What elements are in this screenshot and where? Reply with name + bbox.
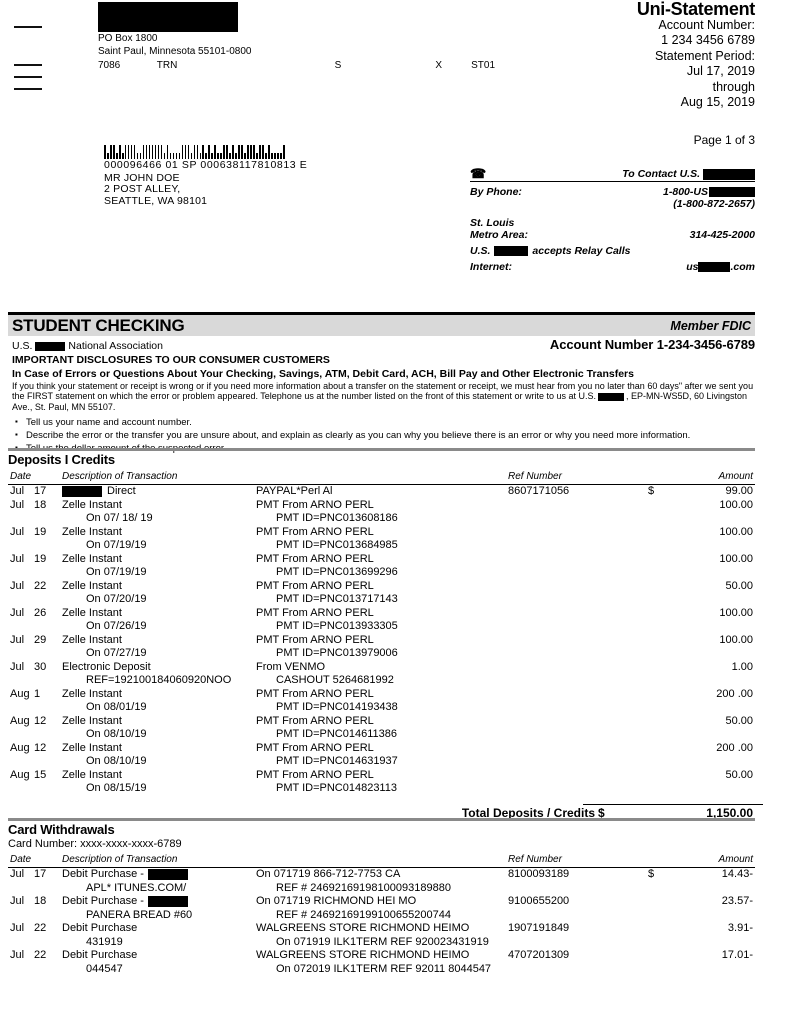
table-row-continuation: [8, 936, 755, 950]
total-deposits-label: Total Deposits / Credits: [461, 805, 595, 820]
transaction-subdescription: 431919: [86, 935, 123, 948]
transaction-detail: WALGREENS STORE RICHMOND HEIMO: [256, 922, 470, 934]
transaction-subdetail: PMT ID=PNC014611386: [276, 728, 397, 740]
transaction-day: 17: [34, 868, 47, 880]
margin-tick-mark: [14, 88, 42, 90]
column-header-description: Description of Transaction: [62, 854, 178, 865]
transaction-subdetail: PMT ID=PNC013717143: [276, 593, 398, 605]
transaction-subdescription: On 08/15/19: [86, 782, 147, 794]
column-header-ref: Ref Number: [508, 854, 562, 865]
column-header-amount: Amount: [718, 471, 753, 482]
transaction-subdescription: On 07/27/19: [86, 647, 147, 659]
table-row: [8, 868, 755, 882]
list-item: ▪ Tell us your name and account number.: [26, 416, 761, 429]
transaction-subdescription: 044547: [86, 962, 123, 975]
table-row: [8, 895, 755, 909]
contact-box: [470, 168, 755, 273]
transaction-detail: From VENMO: [256, 660, 326, 673]
contact-stlouis-label: St. Louis: [470, 217, 515, 229]
contact-divider: [470, 181, 755, 182]
transaction-amount: 50.00: [725, 714, 753, 727]
transaction-amount: 99.00: [725, 485, 753, 497]
table-row-continuation: [8, 647, 755, 661]
transaction-subdetail: PMT ID=PNC014193438: [276, 701, 398, 713]
table-row-continuation: [8, 512, 755, 526]
transaction-amount: 50.00: [725, 579, 753, 592]
transaction-amount: 17.01-: [721, 949, 753, 961]
transaction-amount: 1.00: [731, 660, 753, 673]
disclosures-subheading: In Case of Errors or Questions About Your Checking, Savings, ATM, Debit Card, ACH, Bill Pay and Other Electronic Transfers: [12, 368, 634, 380]
routing-codes: [98, 60, 495, 71]
transaction-detail: PMT From ARNO PERL: [256, 714, 374, 727]
routing-code-0: 7086: [98, 60, 121, 71]
transaction-day: 26: [34, 606, 47, 619]
transaction-month: Aug: [10, 714, 30, 727]
transaction-subdetail: PMT ID=PNC014631937: [276, 755, 398, 767]
mail-code-line: 000096466 01 SP 000638117810813 E: [104, 159, 308, 171]
transaction-amount: 14.43-: [721, 868, 753, 880]
table-row-continuation: [8, 882, 755, 896]
transaction-subdetail: PMT ID=PNC014823113: [276, 782, 397, 794]
transaction-ref-number: 8607171056: [508, 485, 570, 497]
recipient-name: MR JOHN DOE: [104, 171, 180, 184]
transaction-month: Aug: [10, 768, 30, 781]
withdrawals-table-header: [8, 854, 755, 867]
mailing-address-block: [104, 160, 307, 206]
contact-relay-text: U.S. accepts Relay Calls: [470, 245, 631, 257]
transaction-subdescription: PANERA BREAD #60: [86, 908, 193, 921]
transaction-subdescription: On 07/19/19: [86, 566, 147, 578]
transaction-month: Jul: [10, 485, 25, 497]
contact-metro-label: Metro Area:: [470, 229, 528, 241]
band-account-number: Account Number 1-234-3456-6789: [549, 337, 755, 352]
transaction-description: Zelle Instant: [62, 768, 122, 781]
transaction-description: Electronic Deposit: [62, 660, 151, 673]
transaction-amount: 23.57-: [721, 895, 753, 907]
table-row: [8, 526, 755, 540]
table-row: [8, 485, 755, 499]
table-row: [8, 580, 755, 594]
withdrawals-card-number: Card Number: xxxx-xxxx-xxxx-6789: [8, 838, 182, 850]
transaction-detail: PMT From ARNO PERL: [256, 687, 374, 700]
transaction-detail: WALGREENS STORE RICHMOND HEIMO: [256, 949, 470, 961]
routing-code-1: TRN: [156, 60, 178, 71]
member-fdic-label: Member FDIC: [670, 318, 751, 333]
contact-row-phone: [470, 186, 755, 198]
withdrawals-title: Card Withdrawals: [8, 822, 115, 837]
transaction-amount: 100.00: [719, 525, 753, 538]
telephone-icon: ☎: [470, 166, 487, 181]
transaction-detail: PMT From ARNO PERL: [256, 552, 374, 565]
transaction-month: Jul: [10, 579, 25, 592]
card-withdrawals-section: [8, 822, 755, 976]
national-association-redaction: [35, 342, 65, 351]
table-row-continuation: [8, 674, 755, 688]
table-row: [8, 688, 755, 702]
transaction-subdescription: On 08/01/19: [86, 701, 147, 713]
transaction-day: 1: [34, 687, 41, 700]
transaction-description: Debit Purchase: [62, 922, 138, 934]
transaction-detail: PMT From ARNO PERL: [256, 768, 374, 781]
transaction-day: 19: [34, 525, 47, 538]
contact-row-phone-alt: [470, 198, 755, 210]
transaction-detail: PMT From ARNO PERL: [256, 606, 374, 619]
transaction-day: 18: [34, 498, 47, 511]
transaction-subdescription: On 07/20/19: [86, 593, 147, 605]
margin-tick-mark: [14, 26, 42, 28]
transaction-detail: PMT From ARNO PERL: [256, 741, 374, 754]
transaction-detail: PMT From ARNO PERL: [256, 525, 374, 538]
transaction-day: 18: [34, 895, 47, 907]
table-row: [8, 607, 755, 621]
transaction-day: 12: [34, 714, 47, 727]
transaction-amount: 200 .00: [716, 741, 753, 754]
contact-internet-value[interactable]: us .com: [686, 261, 755, 273]
contact-phone-redaction: [709, 187, 755, 197]
bank-logo-redaction: [98, 2, 238, 32]
transaction-subdetail: REF # 24692169198100093189880: [276, 881, 451, 894]
table-row-continuation: [8, 782, 755, 796]
transaction-month: Jul: [10, 633, 25, 646]
transaction-subdescription: On 07/19/19: [86, 539, 147, 551]
transaction-subdetail: PMT ID=PNC013684985: [276, 539, 398, 551]
transaction-subdetail: On 071919 ILK1TERM REF 920023431919: [276, 935, 489, 948]
statement-period-end: Aug 15, 2019: [680, 95, 755, 109]
transaction-month: Aug: [10, 687, 30, 700]
table-row-continuation: [8, 593, 755, 607]
deposits-table-header: [8, 471, 755, 484]
transaction-subdescription: On 08/10/19: [86, 755, 147, 767]
transaction-description: Zelle Instant: [62, 714, 122, 727]
contact-row-internet: [470, 261, 755, 273]
transaction-month: Aug: [10, 741, 30, 754]
transaction-description: Debit Purchase: [62, 949, 138, 961]
transaction-currency: $: [648, 485, 655, 497]
table-row-continuation: [8, 566, 755, 580]
table-row: [8, 715, 755, 729]
return-address-line1: PO Box 1800: [98, 33, 158, 44]
transaction-month: Jul: [10, 660, 25, 673]
transaction-description: Zelle Instant: [62, 606, 122, 619]
contact-phone-alt-value: (1-800-872-2657): [673, 198, 755, 210]
transaction-month: Jul: [10, 606, 25, 619]
table-row-continuation: [8, 539, 755, 553]
statement-title: Uni-Statement: [636, 0, 755, 19]
total-deposits-currency: $: [598, 805, 605, 820]
band-subline: [12, 337, 755, 352]
transaction-month: Jul: [10, 498, 25, 511]
table-row: [8, 949, 755, 963]
column-header-ref: Ref Number: [508, 471, 562, 482]
table-row-continuation: [8, 701, 755, 715]
column-header-date: Date: [10, 471, 32, 482]
contact-phone-value: 1-800-US: [663, 186, 755, 198]
statement-period-label: Statement Period:: [654, 48, 755, 63]
transaction-ref-number: 1907191849: [508, 922, 570, 934]
transaction-day: 22: [34, 579, 47, 592]
transaction-ref-number: 8100093189: [508, 868, 570, 880]
table-row-continuation: [8, 755, 755, 769]
transaction-month: Jul: [10, 525, 25, 538]
contact-row-metro: [470, 229, 755, 241]
transaction-day: 19: [34, 552, 47, 565]
product-name: STUDENT CHECKING: [12, 315, 185, 335]
deposits-table-body: [8, 485, 755, 796]
transaction-detail: PMT From ARNO PERL: [256, 579, 374, 592]
transaction-description: Zelle Instant: [62, 687, 122, 700]
list-item: ▪ Tell us the dollar amount of the suspected error.: [26, 442, 761, 455]
transaction-detail: On 071719 RICHMOND HEI MO: [256, 895, 417, 907]
withdrawals-section-rule: [8, 818, 755, 821]
transaction-subdetail: PMT ID=PNC013933305: [276, 620, 398, 632]
transaction-amount: 100.00: [719, 633, 753, 646]
transaction-description-redaction: [148, 869, 188, 880]
transaction-description: Debit Purchase -: [62, 868, 188, 880]
margin-tick-mark: [14, 64, 42, 66]
contact-row-relay: [470, 245, 755, 257]
transaction-month: Jul: [10, 552, 25, 565]
transaction-subdescription: On 07/26/19: [86, 620, 147, 632]
transaction-month: Jul: [10, 949, 25, 961]
table-row: [8, 634, 755, 648]
routing-code-4: ST01: [471, 60, 496, 71]
column-header-date: Date: [10, 854, 32, 865]
transaction-detail: On 071719 866-712-7753 CA: [256, 868, 401, 880]
transaction-ref-number: 9100655200: [508, 895, 570, 907]
transaction-subdescription: REF=192100184060920NOO: [86, 674, 232, 686]
transaction-description-redaction: [148, 896, 188, 907]
disclosures-redaction: [598, 393, 624, 401]
column-header-description: Description of Transaction: [62, 471, 178, 482]
transaction-description: Zelle Instant: [62, 498, 122, 511]
disclosures-section: [12, 354, 761, 455]
table-row-continuation: [8, 963, 755, 977]
transaction-subdetail: PMT ID=PNC013979006: [276, 647, 398, 659]
table-row: [8, 499, 755, 513]
contact-metro-value: 314-425-2000: [689, 229, 755, 241]
table-row: [8, 769, 755, 783]
transaction-subdetail: CASHOUT 5264681992: [276, 674, 394, 686]
transaction-currency: $: [648, 868, 655, 880]
transaction-amount: 100.00: [719, 498, 753, 511]
transaction-description: Zelle Instant: [62, 741, 122, 754]
transaction-amount: 50.00: [725, 768, 753, 781]
transaction-day: 22: [34, 949, 47, 961]
table-row: [8, 661, 755, 675]
deposits-section-rule: [8, 448, 755, 451]
contact-row-stlouis: [470, 217, 755, 229]
transaction-ref-number: 4707201309: [508, 949, 570, 961]
transaction-detail: PMT From ARNO PERL: [256, 633, 374, 646]
disclosures-paragraph: If you think your statement or receipt is wrong or if you need more information about a transfer on the statement or receipt, we must hear from you no later than 60 days" after we sent you the FIRST statement on which the error or problem appeared. Telephone us at the number listed on the front of this statement or write to us at U.S. , EP-MN-WS5D, 60 Livingston Ave., St. Paul, MN 55107.: [12, 381, 754, 412]
transaction-subdescription: On 08/10/19: [86, 728, 147, 740]
routing-code-2: S: [334, 60, 342, 71]
transaction-subdescription: APL* ITUNES.COM/: [86, 881, 187, 894]
transaction-description: Zelle Instant: [62, 525, 122, 538]
transaction-amount: 200 .00: [716, 687, 753, 700]
column-header-amount: Amount: [718, 854, 753, 865]
table-row-continuation: [8, 909, 755, 923]
routing-code-3: X: [435, 60, 443, 71]
contact-relay-redaction: [494, 246, 528, 256]
contact-internet-redaction: [698, 262, 730, 272]
transaction-description: Zelle Instant: [62, 579, 122, 592]
contact-internet-label: Internet:: [470, 261, 512, 273]
table-row-continuation: [8, 728, 755, 742]
table-row-continuation: [8, 620, 755, 634]
transaction-month: Jul: [10, 868, 25, 880]
transaction-day: 17: [34, 485, 47, 497]
transaction-subdetail: REF # 24692169199100655200744: [276, 908, 451, 921]
recipient-street: 2 POST ALLEY,: [104, 183, 181, 196]
transaction-amount: 3.91-: [727, 922, 753, 934]
transaction-day: 22: [34, 922, 47, 934]
table-row: [8, 742, 755, 756]
transaction-amount: 100.00: [719, 552, 753, 565]
national-association-text: U.S. National Association: [12, 340, 163, 352]
return-address-block: [98, 2, 251, 58]
transaction-description: Debit Purchase -: [62, 895, 188, 907]
transaction-description: Direct: [62, 485, 136, 497]
transaction-day: 15: [34, 768, 47, 781]
deposits-section: [8, 452, 755, 822]
contact-phone-label: By Phone:: [470, 186, 522, 198]
transaction-day: 30: [34, 660, 47, 673]
transaction-amount: 100.00: [719, 606, 753, 619]
contact-title-redaction: [703, 169, 755, 180]
deposits-title: Deposits I Credits: [8, 452, 115, 467]
return-address-line2: Saint Paul, Minnesota 55101-0800: [98, 46, 252, 57]
statement-period-start: Jul 17, 2019: [686, 64, 755, 78]
total-deposits-amount: 1,150.00: [706, 805, 753, 820]
recipient-city-state-zip: SEATTLE, WA 98101: [104, 194, 208, 207]
statement-period-through: through: [712, 79, 755, 94]
transaction-subdetail: On 072019 ILK1TERM REF 92011 8044547: [276, 962, 492, 975]
transaction-day: 29: [34, 633, 47, 646]
margin-tick-mark: [14, 76, 42, 78]
transaction-description-redaction: [62, 486, 102, 497]
page-number: Page 1 of 3: [693, 133, 755, 147]
transaction-subdetail: PMT ID=PNC013699296: [276, 566, 398, 578]
transaction-subdescription: On 07/ 18/ 19: [86, 512, 153, 524]
contact-title: To Contact U.S.: [622, 168, 755, 180]
postal-barcode-icon: [104, 145, 286, 159]
account-number-label: Account Number:: [658, 17, 755, 32]
list-item: ▪ Describe the error or the transfer you are unsure about, and explain as clearly as you can why you believe there is an error or why you need more information.: [26, 429, 761, 442]
withdrawals-table-body: [8, 868, 755, 976]
transaction-detail: PMT From ARNO PERL: [256, 498, 374, 511]
transaction-month: Jul: [10, 922, 25, 934]
table-row: [8, 922, 755, 936]
transaction-subdetail: PMT ID=PNC013608186: [276, 512, 398, 524]
table-row: [8, 553, 755, 567]
transaction-description: Zelle Instant: [62, 552, 122, 565]
transaction-detail: PAYPAL*Perl Al: [256, 485, 333, 497]
statement-header: [637, 2, 755, 111]
transaction-month: Jul: [10, 895, 25, 907]
account-number-value: 1 234 3456 6789: [661, 33, 755, 47]
transaction-description: Zelle Instant: [62, 633, 122, 646]
transaction-day: 12: [34, 741, 47, 754]
disclosures-heading: IMPORTANT DISCLOSURES TO OUR CONSUMER CUSTOMERS: [12, 354, 330, 366]
product-band: [8, 315, 755, 336]
